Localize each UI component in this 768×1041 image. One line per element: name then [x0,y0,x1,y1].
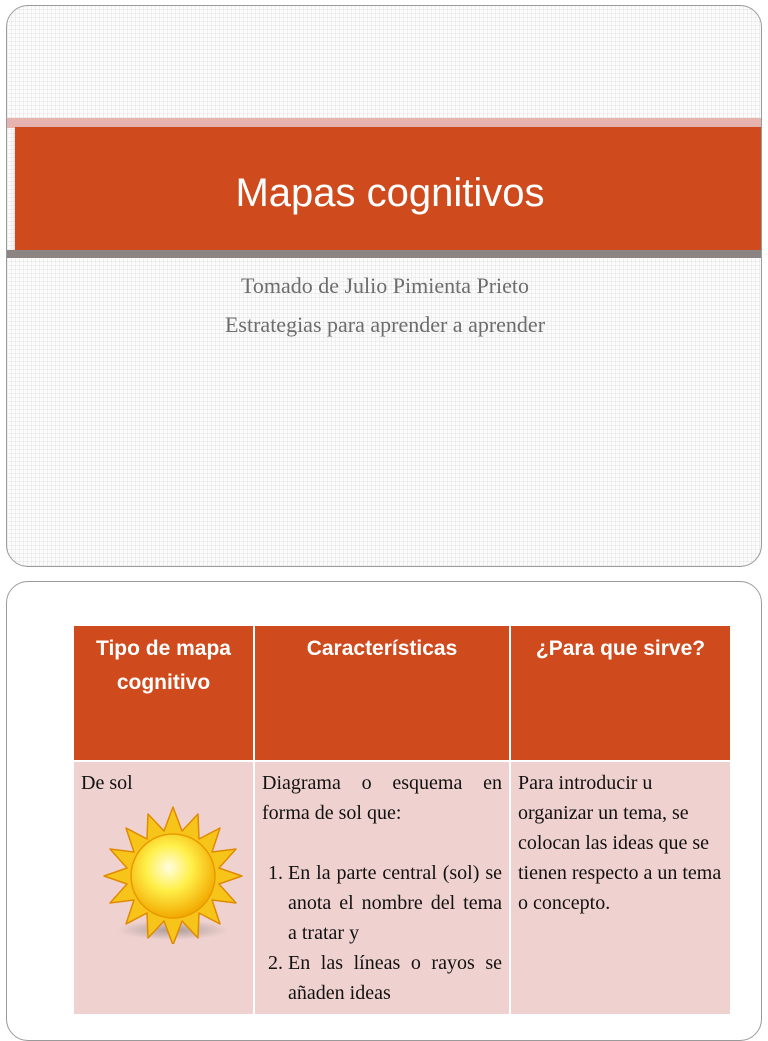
header-purpose: ¿Para que sirve? [510,625,731,761]
header-characteristics: Características [254,625,510,761]
header-type: Tipo de mapa cognitivo [73,625,254,761]
map-type-label: De sol [81,772,133,794]
cognitive-maps-table [72,624,732,1016]
characteristics-intro: Diagrama o esquema en forma de sol que: [262,772,502,824]
characteristics-steps [262,858,502,1008]
list-item: 2. En las líneas o rayos se añaden ideas [288,948,502,1008]
purpose-text: Para introducir u organizar un tema, se colocan las ideas que se tienen respecto a un tema o concepto. [518,772,722,914]
table-slide [6,581,762,1041]
subtitle-author: Tomado de Julio Pimienta Prieto [240,273,530,298]
cell-characteristics [254,761,510,1015]
subtitle-book: Estrategias para aprender a aprender [224,312,546,337]
title-slide [6,5,762,567]
sun-icon [103,804,243,944]
slide-title: Mapas cognitivos [235,171,545,215]
table-header-row [73,625,731,761]
decorative-gray-strip [7,250,762,258]
cell-purpose [510,761,731,1015]
title-band [15,127,762,251]
list-item: 1. En la parte central (sol) se anota el nombre del tema a tratar y [288,858,502,948]
cell-type [73,761,254,1015]
table-row [73,761,731,1015]
